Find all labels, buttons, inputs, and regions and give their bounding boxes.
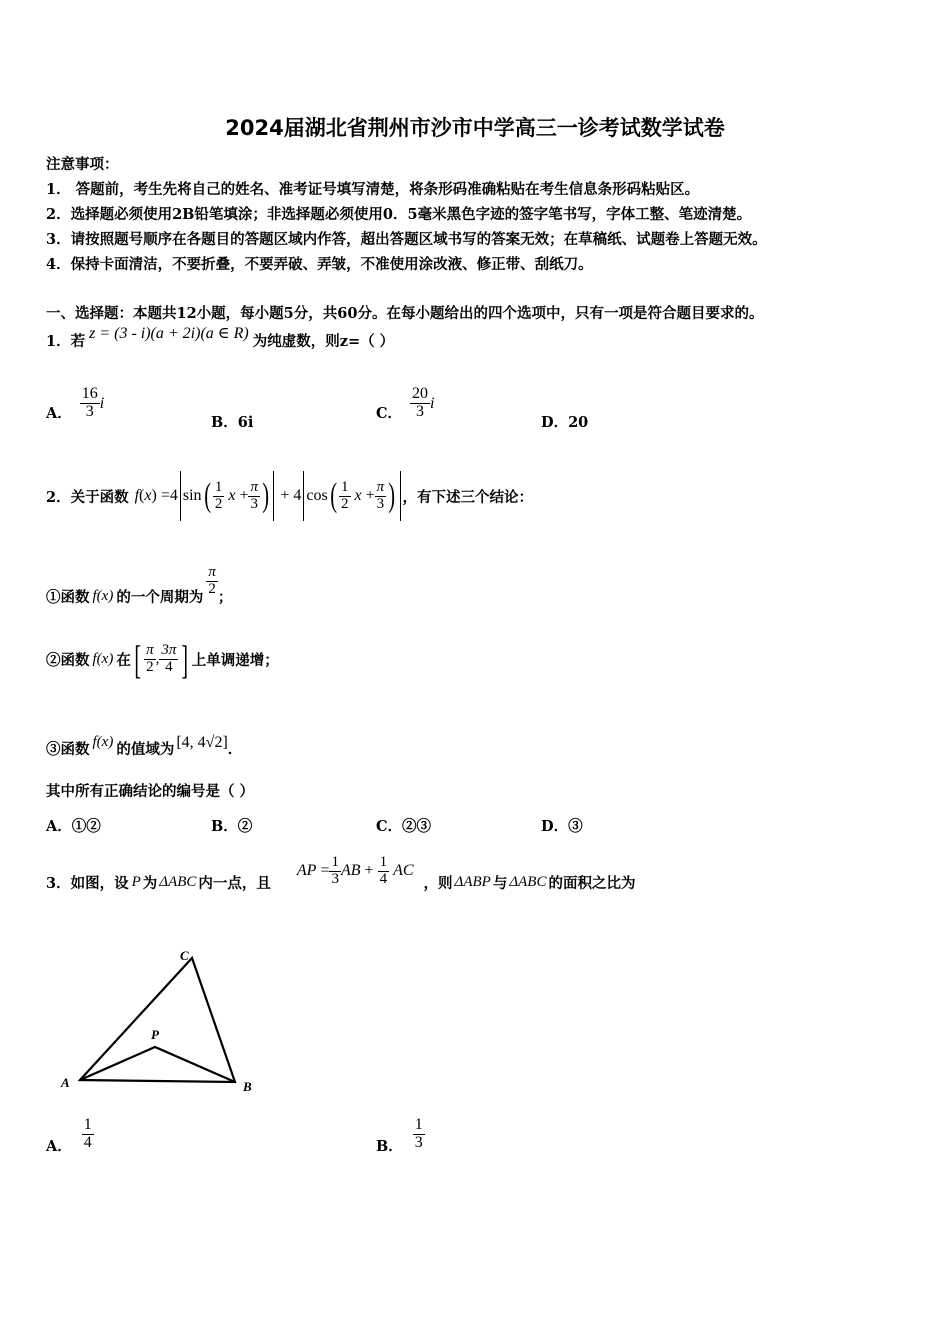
q3-vector-equation: AP = $\frac{1}{3}$ AB + $\frac{1}{4}$ AC [296, 853, 414, 887]
q3-coef1-num: 1 [331, 853, 339, 870]
q3-mid2: 内一点，且 [198, 874, 271, 892]
q2-option-a[interactable]: A．①② [46, 818, 101, 835]
q2-s2-fx: f(x) [92, 651, 114, 667]
q3-triangle-abp-shape [80, 1047, 235, 1082]
q1-option-c-den: 3 [416, 403, 425, 420]
q3-triangle-figure [55, 940, 270, 1100]
q3-mid1: 为 [142, 874, 158, 892]
q1-option-b-label: B． [211, 414, 238, 431]
q3-option-b-den: 3 [414, 1134, 423, 1151]
notice-heading: 注意事项： [46, 156, 119, 173]
q1-suffix: 为纯虚数，则z=（ ） [252, 333, 395, 350]
q1-option-a-label: A． [46, 405, 72, 422]
q2-s1-prefix: ①函数 [46, 589, 90, 606]
q2-statement-3 [46, 726, 242, 759]
q3-label-p: P [151, 1027, 159, 1042]
q3-vec-ab: AB [340, 862, 361, 879]
q3-prefix: 3．如图，设 [46, 874, 129, 892]
q1-option-c-label: C． [376, 405, 403, 422]
q1-option-a[interactable] [46, 384, 104, 423]
q1-option-b-value: 6i [237, 414, 254, 431]
q2-s2-prefix: ②函数 [46, 652, 90, 669]
notice-item-1: 1． 答题前，考生先将自己的姓名、准考证号填写清楚，将条形码准确粘贴在考生信息条形码粘贴区。 [46, 181, 700, 198]
q2-s1-fx: f(x) [92, 588, 114, 604]
q3-option-a-fraction [82, 1117, 94, 1152]
q3-triangle-abc-shape [80, 958, 235, 1082]
q2-s2-end: 上单调递增； [191, 652, 279, 669]
q3-triangle-abp: ΔABP [454, 873, 491, 890]
q2-s2-b-num: 3π [161, 642, 177, 659]
q2-s3-text: 的值域为 [116, 741, 175, 758]
q1-option-a-tail: i [99, 394, 105, 412]
q2-s2-a-den: 2 [146, 659, 154, 675]
q1-option-a-fraction [80, 386, 100, 421]
q2-s1-end: ； [217, 589, 233, 606]
q2-s1-fraction [206, 565, 218, 598]
q2-s2-interval: [ $\frac{\pi}{2}$ , $\frac{3\pi}{4}$ ] [134, 637, 189, 682]
q3-label-c: C [180, 948, 189, 963]
q2-s3-range: [4, 4√2] [176, 733, 228, 751]
q3-option-b-num: 1 [414, 1116, 423, 1134]
q3-option-a-den: 4 [83, 1134, 92, 1151]
q2-s2-a-num: π [146, 642, 154, 659]
notice-item-2: 2．选择题必须使用2B铅笔填涂；非选择题必须使用0．5毫米黑色字迹的签字笔书写，字体工整、笔迹清楚。 [46, 206, 752, 223]
q3-triangle-abc-2: ΔABC [509, 873, 547, 890]
q2-s1-den: 2 [208, 581, 216, 597]
q2-option-b[interactable]: B．② [211, 818, 253, 835]
q3-triangle-abc: ΔABC [159, 873, 197, 890]
q2-s2-text: 在 [116, 652, 131, 669]
q3-vec-ac: AC [393, 862, 414, 879]
q2-s1-num: π [208, 564, 216, 581]
q3-option-b-fraction [413, 1117, 425, 1152]
q3-coef1-den: 3 [331, 870, 339, 887]
q2-statement-2 [46, 636, 279, 683]
q3-label-b: B [243, 1079, 252, 1094]
q3-suffix: 的面积之比为 [548, 874, 636, 892]
q2-formula: f ( x ) =4 sin ( $\frac{1}{2}$ x + $\frac{\pi}{3}$ ) + 4 cos ( $\frac{1}{2}$ x + $\frac{\pi}{3}$ ) [135, 471, 403, 521]
question-3 [46, 848, 635, 894]
q1-option-d-value: 20 [568, 414, 589, 431]
q2-s3-prefix: ③函数 [46, 741, 90, 758]
page-title: 2024届湖北省荆州市沙市中学高三一诊考试数学试卷 [225, 116, 725, 140]
q3-label-a: A [61, 1075, 70, 1090]
q2-option-d[interactable]: D．③ [541, 818, 583, 835]
q2-ask: 其中所有正确结论的编号是（ ） [46, 783, 255, 800]
q2-s3-end: ． [227, 741, 243, 758]
q1-prefix: 1．若 [46, 333, 86, 350]
q3-vec-ap: AP [296, 862, 317, 879]
question-2 [46, 470, 533, 522]
section-heading: 一、选择题：本题共12小题，每小题5分，共60分。在每小题给出的四个选项中，只有一项是符合题目要求的。 [46, 305, 764, 322]
q2-s2-b-den: 4 [165, 659, 173, 675]
q3-mid4: 与 [492, 874, 508, 892]
q1-option-d-label: D． [541, 414, 569, 431]
q2-s3-fx: f(x) [92, 734, 114, 750]
notice-item-4: 4．保持卡面清洁，不要折叠，不要弄破、弄皱，不准使用涂改液、修正带、刮纸刀。 [46, 256, 593, 273]
q1-option-a-num: 16 [81, 385, 98, 403]
q2-suffix: ，有下述三个结论： [402, 488, 533, 506]
q3-mid3: ，则 [423, 874, 453, 892]
q3-coef2-num: 1 [379, 853, 388, 870]
q1-option-d[interactable] [541, 411, 588, 432]
notice-item-3: 3．请按照题号顺序在各题目的答题区域内作答，超出答题区域书写的答案无效；在草稿纸、试题卷上答题无效。 [46, 231, 767, 248]
q2-s1-text: 的一个周期为 [116, 589, 204, 606]
q3-option-a-num: 1 [83, 1116, 92, 1134]
q1-option-c-tail: i [430, 394, 435, 412]
q3-option-b[interactable] [376, 1113, 425, 1156]
q2-prefix: 2．关于函数 [46, 488, 129, 506]
q1-formula: z = (3 - i)(a + 2i)(a ∈ R) [89, 324, 249, 342]
q1-option-b[interactable] [211, 411, 253, 432]
q3-point-p: P [131, 873, 141, 890]
q1-option-c[interactable] [376, 384, 435, 423]
q2-option-c[interactable]: C．②③ [376, 818, 432, 835]
q1-option-c-fraction [410, 386, 430, 421]
q3-option-a-label: A． [46, 1138, 72, 1155]
q1-option-c-num: 20 [412, 385, 429, 403]
q3-option-b-label: B． [376, 1138, 403, 1155]
q3-option-a[interactable] [46, 1113, 94, 1156]
q3-coef2-den: 4 [379, 870, 388, 887]
q2-statement-1 [46, 556, 232, 607]
question-1 [46, 324, 395, 351]
q1-option-a-den: 3 [85, 403, 94, 420]
